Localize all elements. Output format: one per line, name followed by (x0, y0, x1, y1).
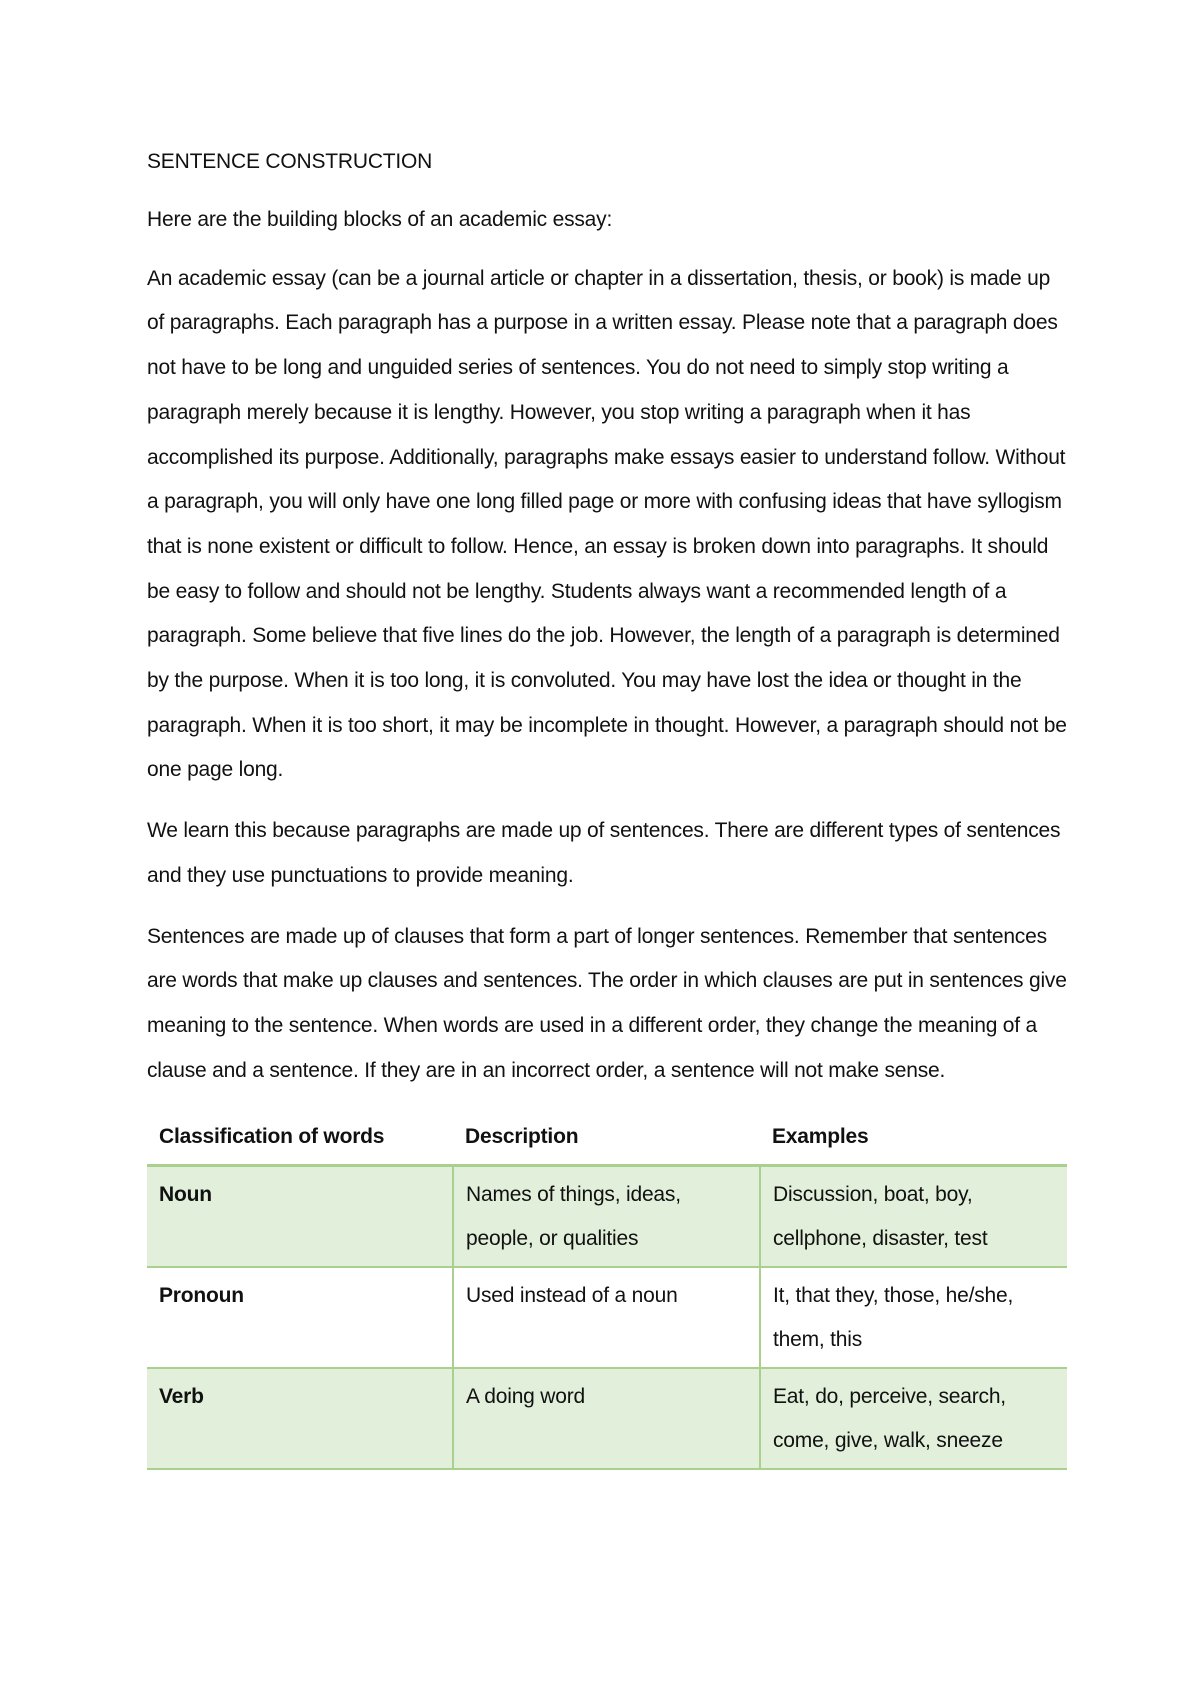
paragraph-essay-structure: An academic essay (can be a journal article or chapter in a dissertation, thesis, or book) is made up of paragraphs. Each paragraph has a purpose in a written essay. Please note that a paragraph does not have to be long and unguided series of sentences. You do not need to simply stop writing a paragraph merely because it is lengthy. However, you stop writing a paragraph when it has accomplished its purpose. Additionally, paragraphs make essays easier to understand follow. Without a paragraph, you will only have one long filled page or more with confusing ideas that have syllogism that is none existent or difficult to follow. Hence, an essay is broken down into paragraphs. It should be easy to follow and should not be lengthy. Students always want a recommended length of a paragraph. Some believe that five lines do the job. However, the length of a paragraph is determined by the purpose. When it is too long, it is convoluted. You may have lost the idea or thought in the paragraph. When it is too short, it may be incomplete in thought. However, a paragraph should not be one page long. (147, 266, 1067, 782)
row-classification: Verb (147, 1368, 453, 1469)
table-row (147, 1165, 1067, 1267)
header-classification: Classification of words (147, 1109, 453, 1165)
row-examples: Discussion, boat, boy, cellphone, disaster, test (760, 1165, 1067, 1267)
table-header-row (147, 1109, 1067, 1165)
row-description: A doing word (453, 1368, 760, 1469)
row-examples: Eat, do, perceive, search, come, give, walk, sneeze (760, 1368, 1067, 1469)
document-title: SENTENCE CONSTRUCTION (147, 150, 433, 173)
word-classification-table (147, 1109, 1067, 1470)
table-row (147, 1267, 1067, 1368)
row-classification: Noun (147, 1165, 453, 1267)
row-examples: It, that they, those, he/she, them, this (760, 1267, 1067, 1368)
row-classification: Pronoun (147, 1267, 453, 1368)
row-description: Used instead of a noun (453, 1267, 760, 1368)
intro-text: Here are the building blocks of an academic essay: (147, 208, 613, 231)
header-description: Description (453, 1109, 760, 1165)
row-description: Names of things, ideas, people, or qualities (453, 1165, 760, 1267)
header-examples: Examples (760, 1109, 1067, 1165)
paragraph-clauses: Sentences are made up of clauses that form a part of longer sentences. Remember that sentences are words that make up clauses and sentences. The order in which clauses are put in sentences give meaning to the sentence. When words are used in a different order, they change the meaning of a clause and a sentence. If they are in an incorrect order, a sentence will not make sense. (147, 924, 1067, 1082)
document-page (147, 140, 1067, 1470)
paragraph-why-learn: We learn this because paragraphs are made up of sentences. There are different types of sentences and they use punctuations to provide meaning. (147, 819, 1061, 887)
table-row (147, 1368, 1067, 1469)
